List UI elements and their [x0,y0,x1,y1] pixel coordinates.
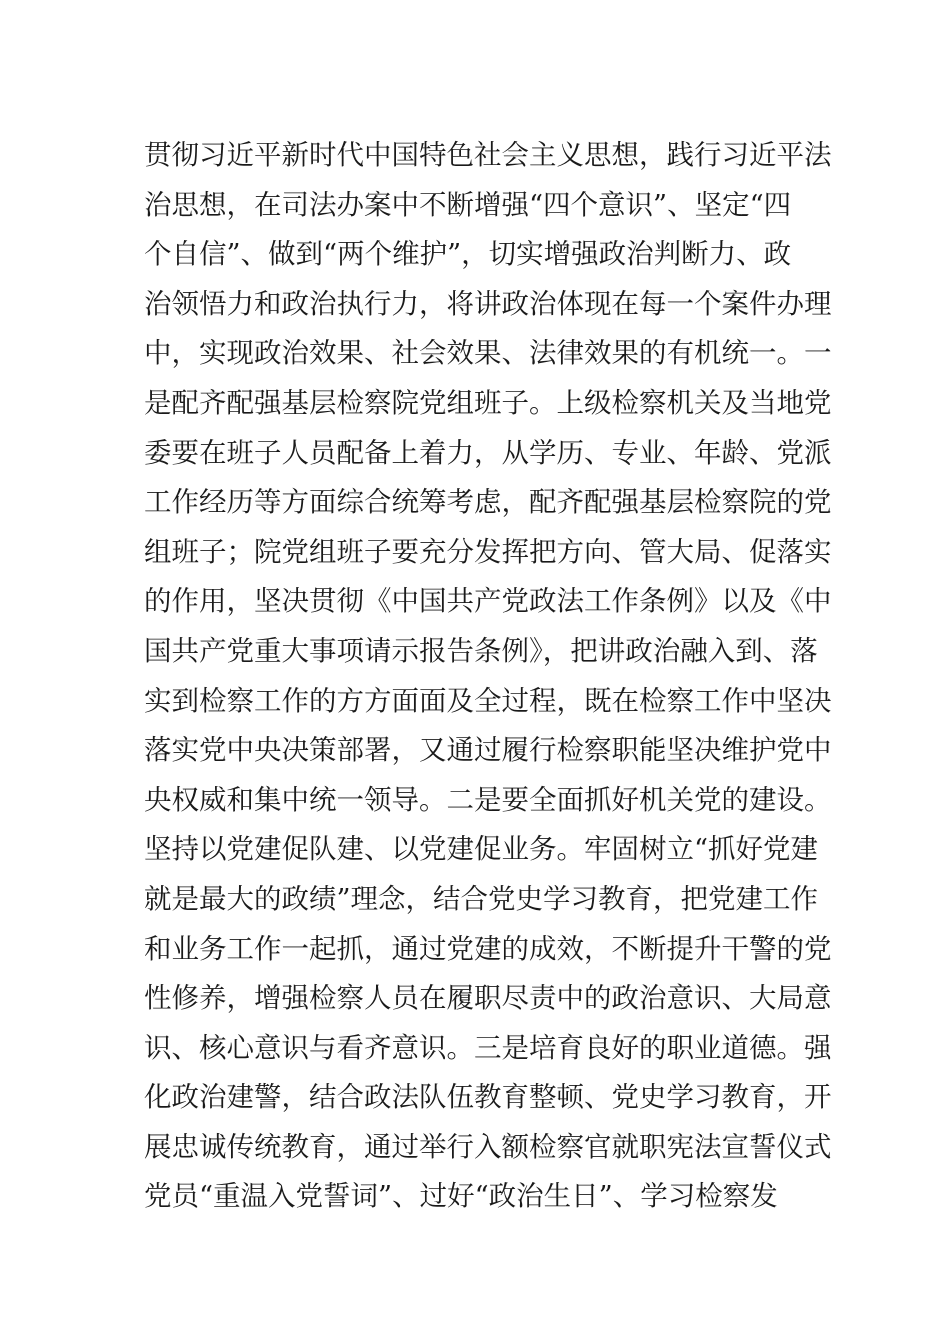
text-line: 工作经历等方面综合统筹考虑，配齐配强基层检察院的党 [144,486,832,519]
text-line: 贯彻习近平新时代中国特色社会主义思想，践行习近平法 [144,139,832,171]
text-line: 国共产党重大事项请示报告条例》，把讲政治融入到、落 [144,634,818,667]
text-line: 实到检察工作的方方面面及全过程，既在检察工作中坚决 [144,684,832,717]
text-line: 委要在班子人员配备上着力，从学历、专业、年龄、党派 [144,436,832,469]
text-line: 展忠诚传统教育，通过举行入额检察官就职宪法宣誓仪式 [144,1130,832,1163]
text-line: 中，实现政治效果、社会效果、法律效果的有机统一。一 [144,337,832,370]
text-line: 识、核心意识与看齐意识。三是培育良好的职业道德。强 [144,1031,832,1064]
text-line: 组班子；院党组班子要充分发挥把方向、管大局、促落实 [144,535,832,568]
text-line: 治思想，在司法办案中不断增强“四个意识”、坚定“四 [144,188,792,221]
text-line: 央权威和集中统一领导。二是要全面抓好机关党的建设。 [144,783,832,816]
text-line: 治领悟力和政治执行力，将讲政治体现在每一个案件办理 [144,287,832,320]
text-line: 是配齐配强基层检察院党组班子。上级检察机关及当地党 [144,386,832,419]
text-line: 党员“重温入党誓词”、过好“政治生日”、学习检察发 [144,1180,778,1213]
text-line: 化政治建警，结合政法队伍教育整顿、党史学习教育，开 [144,1081,832,1114]
body-text [144,131,832,1222]
text-line: 的作用，坚决贯彻《中国共产党政法工作条例》以及《中 [144,585,832,618]
text-line: 落实党中央决策部署，又通过履行检察职能坚决维护党中 [144,734,832,767]
text-line: 就是最大的政绩”理念，结合党史学习教育，把党建工作 [144,882,819,915]
text-line: 坚持以党建促队建、以党建促业务。牢固树立“抓好党建 [144,833,819,866]
text-line: 和业务工作一起抓，通过党建的成效，不断提升干警的党 [144,932,832,965]
text-line: 个自信”、做到“两个维护”，切实增强政治判断力、政 [144,238,792,271]
text-line: 性修养，增强检察人员在履职尽责中的政治意识、大局意 [144,982,832,1015]
